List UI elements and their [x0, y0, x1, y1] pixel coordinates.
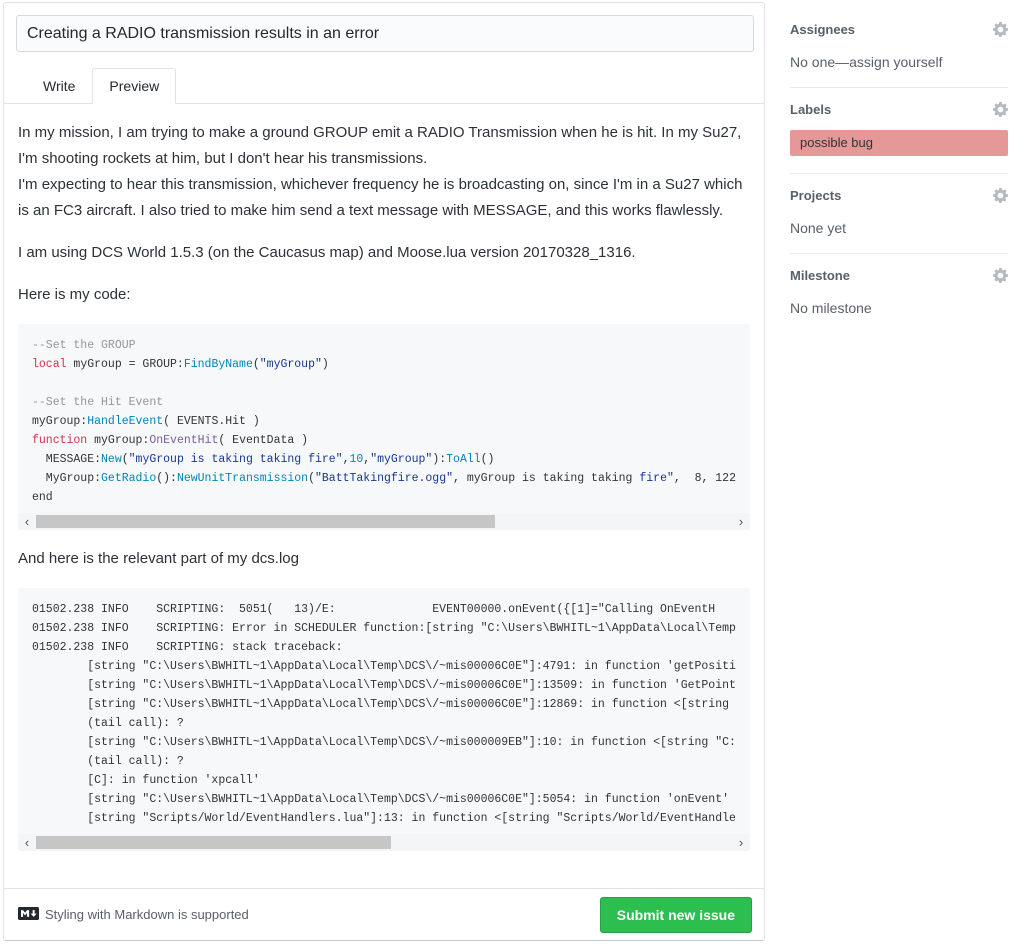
sidebar-section-labels	[790, 88, 1008, 174]
submit-new-issue-button[interactable]: Submit new issue	[600, 897, 752, 933]
title-field-wrap	[4, 3, 764, 52]
scrollbar-track[interactable]	[36, 835, 732, 850]
assignees-header[interactable]	[790, 22, 1008, 37]
lua-code: --Set the GROUP local myGroup = GROUP:FindByName("myGroup") --Set the Hit Event myGroup:HandleEvent( EVENTS.Hit ) function myGroup:OnEventHit( EventData ) MESSAGE:New("myGroup is taking taking fire",10,"myGroup"):ToAll() MyGroup:GetRadio():NewUnitTransmission("BattTakingfire.ogg", myGroup is taking taking fire", 8, 122 end	[32, 339, 736, 504]
scroll-right-icon[interactable]: ›	[738, 514, 744, 529]
body-paragraph-2: I am using DCS World 1.5.3 (on the Caucasus map) and Moose.lua version 20170328_1316.	[18, 244, 636, 261]
body-paragraph-1-line-1: In my mission, I am trying to make a ground GROUP emit a RADIO Transmission when he is hit. In my Su27, I'm shooting rockets at him, but I don't hear his transmissions.	[18, 124, 742, 167]
log-code-h-scrollbar[interactable]	[18, 834, 750, 851]
body-paragraph-1	[18, 120, 750, 224]
body-paragraph-4: And here is the relevant part of my dcs.log	[18, 550, 299, 567]
gear-icon[interactable]	[993, 268, 1008, 283]
sidebar-section-assignees	[790, 8, 1008, 88]
issue-sidebar	[790, 8, 1008, 333]
assignees-value[interactable]: No one—assign yourself	[790, 54, 943, 70]
lua-code-block	[18, 324, 750, 530]
markdown-hint-text: Styling with Markdown is supported	[45, 907, 249, 922]
log-code-block	[18, 588, 750, 851]
gear-icon[interactable]	[993, 102, 1008, 117]
labels-header[interactable]	[790, 102, 1008, 117]
scrollbar-thumb[interactable]	[36, 836, 391, 849]
preview-rendered-body	[4, 104, 764, 851]
tab-write[interactable]: Write	[43, 78, 76, 94]
gear-icon[interactable]	[993, 188, 1008, 203]
body-paragraph-3: Here is my code:	[18, 286, 131, 303]
projects-header[interactable]	[790, 188, 1008, 203]
projects-title: Projects	[790, 188, 842, 203]
tab-preview[interactable]: Preview	[92, 68, 176, 104]
scrollbar-thumb[interactable]	[36, 515, 495, 528]
scroll-left-icon[interactable]: ‹	[24, 514, 30, 529]
new-issue-form	[3, 2, 765, 941]
gear-icon[interactable]	[993, 22, 1008, 37]
log-code: 01502.238 INFO SCRIPTING: 5051( 13)/E: EVENT00000.onEvent({[1]="Calling OnEventH 01502.238 INFO SCRIPTING: Error in SCHEDULER function:[string "C:\Users\BWHITL~1\AppData\Local\Temp 01502.238 INFO SCRIPTING: stack traceback: [string "C:\Users\BWHITL~1\AppData\Local\Temp\DCS\/~mis00006C0E"]:4791: in function 'getPositi [string "C:\Users\BWHITL~1\AppData\Local\Temp\DCS\/~mis00006C0E"]:13509: in function 'GetPoint [string "C:\Users\BWHITL~1\AppData\Local\Temp\DCS\/~mis00006C0E"]:12869: in function <[string (tail call): ? [string "C:\Users\BWHITL~1\AppData\Local\Temp\DCS\/~mis000009EB"]:10: in function <[string "C: (tail call): ? [C]: in function 'xpcall' [string "C:\Users\BWHITL~1\AppData\Local\Temp\DCS\/~mis00006C0E"]:5054: in function 'onEvent' [string "Scripts/World/EventHandlers.lua"]:13: in function <[string "Scripts/World/EventHandle	[32, 603, 736, 825]
projects-value: None yet	[790, 220, 847, 236]
scroll-left-icon[interactable]: ‹	[24, 835, 30, 850]
milestone-title: Milestone	[790, 268, 850, 283]
assignees-title: Assignees	[790, 22, 856, 37]
markdown-supported-link[interactable]	[18, 907, 249, 923]
write-preview-tabnav	[4, 67, 764, 104]
sidebar-section-milestone	[790, 254, 1008, 333]
label-possible-bug[interactable]: possible bug	[790, 130, 1008, 156]
milestone-value: No milestone	[790, 300, 872, 316]
scrollbar-track[interactable]	[36, 514, 732, 529]
form-footer	[4, 888, 764, 940]
scroll-right-icon[interactable]: ›	[738, 835, 744, 850]
issue-title-input[interactable]	[16, 15, 754, 52]
milestone-header[interactable]	[790, 268, 1008, 283]
body-paragraph-1-line-2: I'm expecting to hear this transmission, whichever frequency he is broadcasting on, since I'm in a Su27 which is an FC3 aircraft. I also tried to make him send a text message with MESSAGE, and this works flawlessly.	[18, 176, 743, 219]
markdown-icon	[18, 907, 39, 923]
labels-title: Labels	[790, 102, 832, 117]
sidebar-section-projects	[790, 174, 1008, 254]
lua-code-h-scrollbar[interactable]	[18, 513, 750, 530]
